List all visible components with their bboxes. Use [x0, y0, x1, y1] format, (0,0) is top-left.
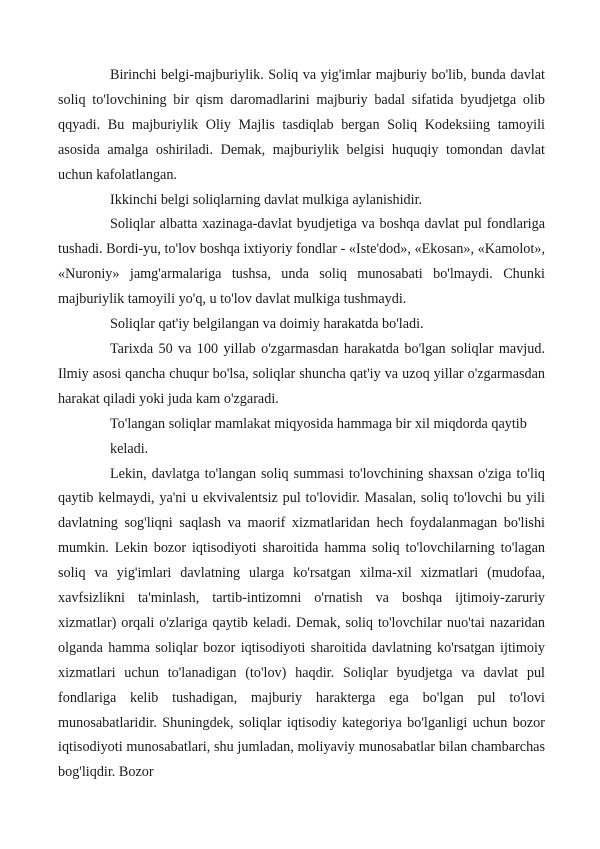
paragraph-majburiylik: Birinchi belgi-majburiylik. Soliq va yig'imlar majburiy bo'lib, bunda davlat soliq to'lovchining bir qism daromadlarini majburiy badal sifatida byudjetga olib qqyadi. Bu majburiylik Oliy Majlis tasdiqlab bergan Soliq Kodeksiing tamoyili asosida amalga oshiriladi. Demak, majburiylik belgisi huquqiy tomondan davlat uchun kafolatlangan. [58, 67, 545, 183]
paragraph-lekin: Lekin, davlatga to'langan soliq summasi to'lovchining shaxsan o'ziga to'liq qaytib kelmaydi, ya'ni u ekvivalentsiz pul to'lovidir. Masalan, soliq to'lovchi bu yili davlatning sog'liqni saqlash va maorif xizmatlaridan hech foydalanmagan bo'lishi mumkin. Lekin bozor iqtisodiyoti sharoitida hamma soliq to'lovchilarning to'lagan soliq va yig'imlari davlatning ularga ko'rsatgan xilma-xil xizmatlari (mudofaa, xavfsizlikni ta'minlash, tartib-intizomni o'rnatish va boshqa ijtimoiy-zaruriy xizmatlar) orqali o'zlariga qaytib keladi. Demak, soliq to'lovchilar nuo'tai nazaridan olganda hamma soliqlar bozor iqtisodiyoti sharoitida davlatning ko'rsatgan ijtimoiy xizmatlari uchun to'lanadigan (to'lov) haqdir. Soliqlar byudjetga va davlat pul fondlariga kelib tushadigan, majburiy harakterga ega bo'lgan pul to'lovi munosabatlaridir. Shuningdek, soliqlar iqtisodiy kategoriya bo'lganligi uchun bozor iqtisodiyoti munosabatlari, shu jumladan, moliyaviy munosabatlar bilan chambarchas bog'liqdir. Bozor [58, 465, 545, 781]
paragraph-ikkinchi-belgi: Ikkinchi belgi soliqlarning davlat mulkiga aylanishidir. [110, 191, 423, 208]
paragraph-qatiy-belgilangan: Soliqlar qat'iy belgilangan va doimiy harakatda bo'ladi. [110, 316, 424, 333]
paragraph-tolangan-soliqlar: To'langan soliqlar mamlakat miqyosida hammaga bir xil miqdorda qaytib keladi. [110, 415, 527, 457]
body-text [58, 63, 545, 785]
paragraph-xazinaga: Soliqlar albatta xazinaga-davlat byudjetiga va boshqa davlat pul fondlariga tushadi. Bordi-yu, to'lov boshqa ixtiyoriy fondlar - «Iste'dod», «Ekosan», «Kamolot», «Nuroniy» jamg'armalariga tushsa, unda soliq munosabati bo'lmaydi. Chunki majburiylik tamoyili yo'q, u to'lov davlat mulkiga tushmaydi. [58, 216, 545, 308]
paragraph-tarixda: Tarixda 50 va 100 yillab o'zgarmasdan harakatda bo'lgan soliqlar mavjud. Ilmiy asosi qancha chuqur bo'lsa, soliqlar shuncha qat'iy va uzoq yillar o'zgarmasdan harakat qiladi yoki juda kam o'zgaradi. [58, 340, 545, 407]
